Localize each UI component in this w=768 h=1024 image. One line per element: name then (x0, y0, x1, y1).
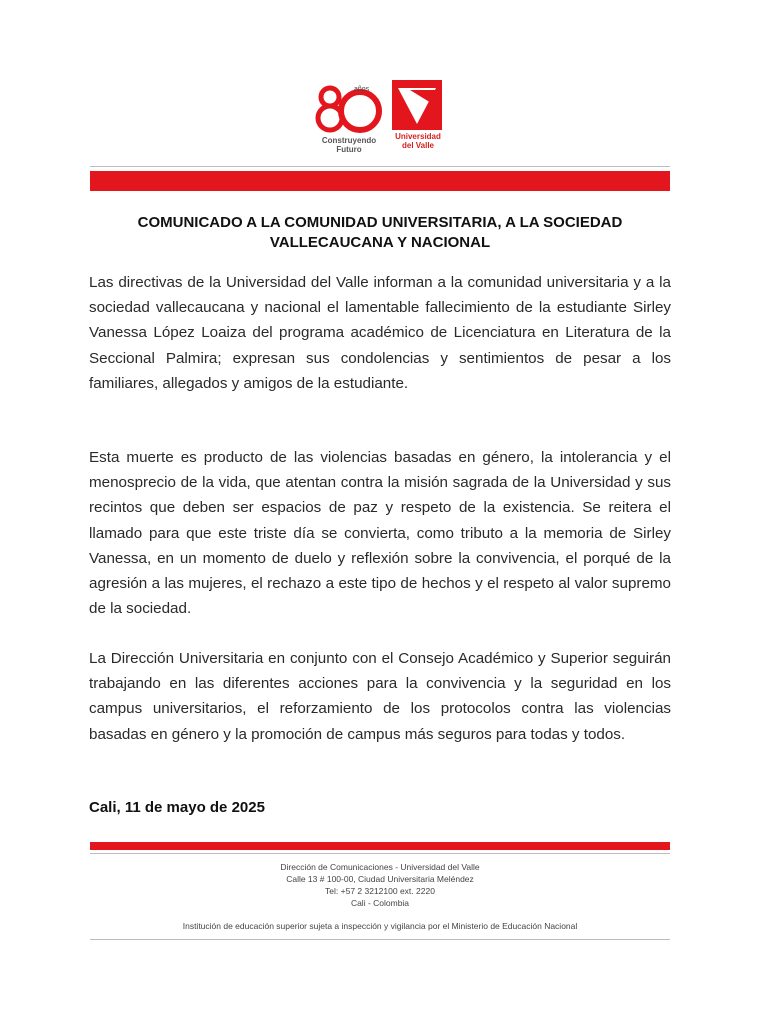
header-logos (0, 80, 768, 160)
anniversary-logo (314, 80, 384, 160)
footer-contact (90, 861, 670, 909)
footer-department: Dirección de Comunicaciones - Universidad del Valle (280, 862, 480, 872)
paragraph-3: La Dirección Universitaria en conjunto con el Consejo Académico y Superior seguirán trabajando en las diferentes acciones para la convivencia y la seguridad en los campus universitarios, el reforzamiento de los protocolos contra las violencias basadas en género y la promoción de campus más seguros para todas y todos. (89, 650, 671, 743)
anniversary-tagline: Construyendo Futuro (321, 136, 377, 154)
university-logo (392, 80, 444, 160)
university-shield-icon (392, 80, 444, 130)
footer-accreditation-note: Institución de educación superior sujeta a inspección y vigilancia por el Ministerio de Educación Nacional (182, 921, 578, 931)
footer-city: Cali - Colombia (350, 898, 410, 908)
page-title: COMUNICADO A LA COMUNIDAD UNIVERSITARIA, A LA SOCIEDAD VALLECAUCANA Y NACIONAL (137, 214, 623, 251)
header-red-bar (90, 171, 670, 191)
footer-divider-bottom (90, 939, 670, 940)
footer-red-bar (90, 842, 670, 850)
eighty-logo-icon (314, 80, 384, 136)
university-name: Universidad del Valle (395, 132, 441, 150)
paragraph-2: Esta muerte es producto de las violencias basadas en género, la intolerancia y el menosprecio de la vida, que atentan contra la misión sagrada de la Universidad y sus recintos que deben ser espacios de paz y respeto de la existencia. Se reitera el llamado para que este triste día se convierta, como tributo a la memoria de Sirley Vanessa, en un momento de duelo y reflexión sobre la convivencia, el porqué de la agresión a las mujeres, el rechazo a este tipo de hechos y el respeto al valor supremo de la sociedad. (89, 449, 671, 618)
footer-address: Calle 13 # 100-00, Ciudad Universitaria Meléndez (286, 874, 474, 884)
header-divider (90, 166, 670, 167)
footer-divider-top (90, 853, 670, 854)
date-line: Cali, 11 de mayo de 2025 (89, 799, 265, 816)
anniversary-suffix: años (354, 86, 370, 93)
paragraph-1: Las directivas de la Universidad del Valle informan a la comunidad universitaria y a la sociedad vallecaucana y nacional el lamentable fallecimiento de la estudiante Sirley Vanessa López Loaiza del programa académico de Licenciatura en Literatura de la Seccional Palmira; expresan sus condolencias y sentimientos de pesar a los familiares, allegados y amigos de la estudiante. (89, 274, 671, 392)
footer-phone: Tel: +57 2 3212100 ext. 2220 (325, 886, 435, 896)
